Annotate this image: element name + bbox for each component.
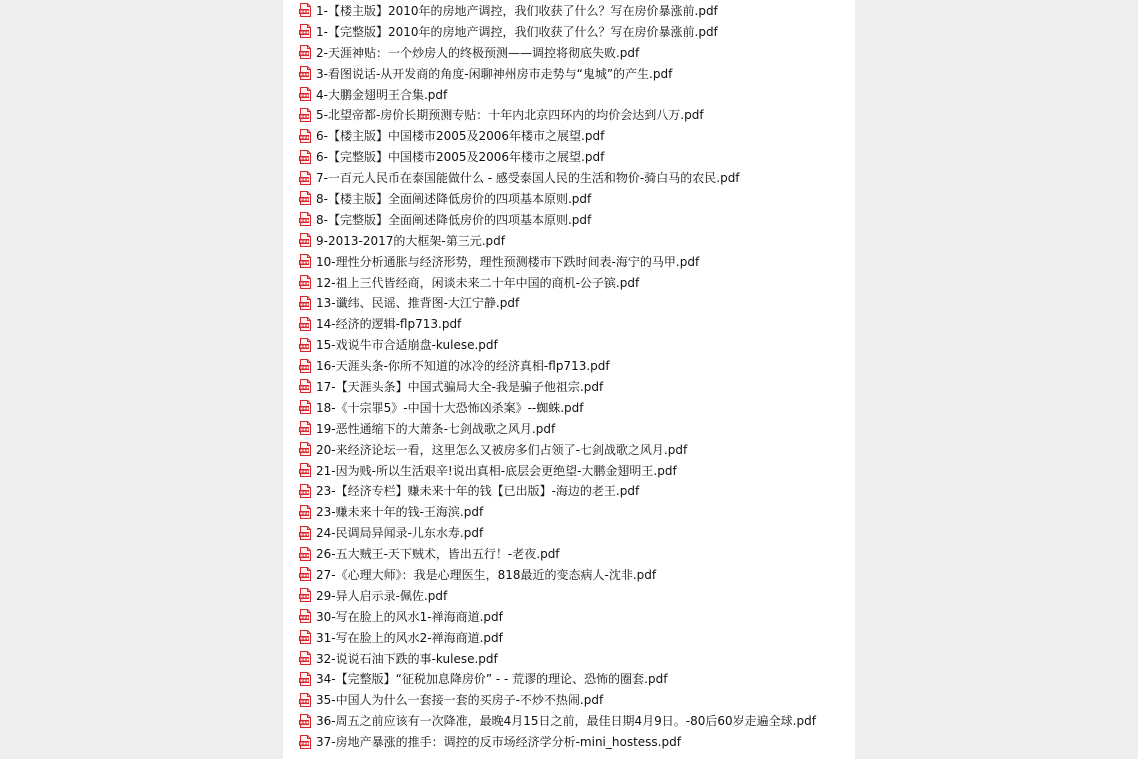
pdf-file-icon [299, 505, 312, 519]
pdf-file-icon [299, 191, 312, 205]
file-list-item[interactable] [299, 710, 816, 731]
file-list-item[interactable] [299, 585, 816, 606]
file-name: 15-戏说牛市合适崩盘-kulese.pdf [316, 338, 498, 353]
file-name: 6-【完整版】中国楼市2005及2006年楼市之展望.pdf [316, 150, 605, 165]
file-name: 14-经济的逻辑-flp713.pdf [316, 317, 462, 332]
file-list-item[interactable] [299, 251, 816, 272]
pdf-file-icon [299, 463, 312, 477]
file-list [299, 0, 816, 752]
pdf-file-icon [299, 651, 312, 665]
file-list-item[interactable] [299, 0, 816, 21]
file-list-item[interactable] [299, 564, 816, 585]
file-name: 37-房地产暴涨的推手：调控的反市场经济学分析-mini_hostess.pdf [316, 735, 681, 750]
file-name: 23-赚未来十年的钱-王海滨.pdf [316, 505, 484, 520]
pdf-file-icon [299, 714, 312, 728]
pdf-file-icon [299, 66, 312, 80]
file-name: 34-【完整版】“征税加息降房价” - - 荒谬的理论、恐怖的圈套.pdf [316, 672, 668, 687]
file-name: 10-理性分析通胀与经济形势，理性预测楼市下跌时间表-海宁的马甲.pdf [316, 254, 700, 269]
file-list-item[interactable] [299, 731, 816, 752]
file-list-item[interactable] [299, 188, 816, 209]
file-list-item[interactable] [299, 376, 816, 397]
file-list-item[interactable] [299, 21, 816, 42]
file-name: 3-看图说话-从开发商的角度-闲聊神州房市走势与“鬼城”的产生.pdf [316, 66, 673, 81]
file-name: 4-大鹏金翅明王合集.pdf [316, 87, 448, 102]
file-name: 20-来经济论坛一看，这里怎么又被房多们占领了-七剑战歌之风月.pdf [316, 442, 688, 457]
file-name: 23-【经济专栏】赚未来十年的钱【已出版】-海边的老王.pdf [316, 484, 640, 499]
file-name: 12-祖上三代皆经商，闲谈未来二十年中国的商机-公子镔.pdf [316, 275, 640, 290]
pdf-file-icon [299, 3, 312, 17]
pdf-file-icon [299, 672, 312, 686]
file-list-item[interactable] [299, 146, 816, 167]
pdf-file-icon [299, 45, 312, 59]
pdf-file-icon [299, 87, 312, 101]
file-list-item[interactable] [299, 230, 816, 251]
document-page [283, 0, 855, 759]
file-list-item[interactable] [299, 669, 816, 690]
pdf-file-icon [299, 421, 312, 435]
file-list-item[interactable] [299, 313, 816, 334]
file-list-item[interactable] [299, 292, 816, 313]
pdf-file-icon [299, 212, 312, 226]
pdf-file-icon [299, 24, 312, 38]
pdf-file-icon [299, 630, 312, 644]
pdf-file-icon [299, 484, 312, 498]
pdf-file-icon [299, 108, 312, 122]
pdf-file-icon [299, 338, 312, 352]
file-list-item[interactable] [299, 125, 816, 146]
file-list-item[interactable] [299, 84, 816, 105]
pdf-file-icon [299, 588, 312, 602]
pdf-file-icon [299, 150, 312, 164]
pdf-file-icon [299, 379, 312, 393]
file-list-item[interactable] [299, 209, 816, 230]
file-list-item[interactable] [299, 543, 816, 564]
file-name: 32-说说石油下跌的事-kulese.pdf [316, 651, 498, 666]
file-name: 16-天涯头条-你所不知道的冰冷的经济真相-flp713.pdf [316, 359, 610, 374]
file-list-item[interactable] [299, 42, 816, 63]
pdf-file-icon [299, 526, 312, 540]
file-name: 9-2013-2017的大框架-第三元.pdf [316, 233, 505, 248]
pdf-file-icon [299, 275, 312, 289]
file-name: 2-天涯神贴：一个炒房人的终极预测——调控将彻底失败.pdf [316, 45, 640, 60]
file-list-item[interactable] [299, 418, 816, 439]
file-name: 5-北望帝都-房价长期预测专贴：十年内北京四环内的均价会达到八万.pdf [316, 108, 704, 123]
pdf-file-icon [299, 233, 312, 247]
file-name: 13-谶纬、民谣、推背图-大江宁静.pdf [316, 296, 520, 311]
file-name: 19-恶性通缩下的大萧条-七剑战歌之风月.pdf [316, 421, 556, 436]
file-list-item[interactable] [299, 480, 816, 501]
file-name: 26-五大贼王-天下贼术，皆出五行！-老夜.pdf [316, 547, 560, 562]
file-name: 24-民调局异闻录-儿东水寿.pdf [316, 526, 484, 541]
file-list-item[interactable] [299, 397, 816, 418]
pdf-file-icon [299, 567, 312, 581]
pdf-file-icon [299, 547, 312, 561]
file-name: 18-《十宗罪5》-中国十大恐怖凶杀案》--蜘蛛.pdf [316, 400, 584, 415]
pdf-file-icon [299, 609, 312, 623]
file-name: 8-【楼主版】全面阐述降低房价的四项基本原则.pdf [316, 191, 592, 206]
file-list-item[interactable] [299, 522, 816, 543]
file-list-item[interactable] [299, 104, 816, 125]
file-list-item[interactable] [299, 648, 816, 669]
file-name: 21-因为贱-所以生活艰辛!说出真相-底层会更绝望-大鹏金翅明王.pdf [316, 463, 677, 478]
file-list-item[interactable] [299, 627, 816, 648]
file-list-item[interactable] [299, 606, 816, 627]
pdf-file-icon [299, 359, 312, 373]
file-name: 7-一百元人民币在泰国能做什么 - 感受泰国人民的生活和物价-骑白马的农民.pdf [316, 171, 740, 186]
file-list-item[interactable] [299, 460, 816, 481]
file-list-item[interactable] [299, 501, 816, 522]
pdf-file-icon [299, 442, 312, 456]
file-list-item[interactable] [299, 272, 816, 293]
file-name: 31-写在脸上的风水2-禅海商道.pdf [316, 630, 503, 645]
file-name: 29-异人启示录-佩佐.pdf [316, 588, 448, 603]
pdf-file-icon [299, 296, 312, 310]
file-name: 30-写在脸上的风水1-禅海商道.pdf [316, 609, 503, 624]
file-name: 36-周五之前应该有一次降准，最晚4月15日之前，最佳日期4月9日。-80后60岁走遍全球.pdf [316, 714, 816, 729]
pdf-file-icon [299, 254, 312, 268]
file-name: 8-【完整版】全面阐述降低房价的四项基本原则.pdf [316, 212, 592, 227]
file-name: 1-【楼主版】2010年的房地产调控，我们收获了什么？写在房价暴涨前.pdf [316, 3, 718, 18]
pdf-file-icon [299, 317, 312, 331]
file-name: 27-《心理大师》：我是心理医生，818最近的变态病人-沈非.pdf [316, 567, 657, 582]
pdf-file-icon [299, 400, 312, 414]
file-list-item[interactable] [299, 167, 816, 188]
file-name: 6-【楼主版】中国楼市2005及2006年楼市之展望.pdf [316, 129, 605, 144]
file-name: 35-中国人为什么一套接一套的买房子-不炒不热闹.pdf [316, 693, 604, 708]
pdf-file-icon [299, 735, 312, 749]
pdf-file-icon [299, 693, 312, 707]
file-list-item[interactable] [299, 63, 816, 84]
file-list-item[interactable] [299, 334, 816, 355]
file-name: 1-【完整版】2010年的房地产调控，我们收获了什么？写在房价暴涨前.pdf [316, 24, 718, 39]
file-list-item[interactable] [299, 355, 816, 376]
pdf-file-icon [299, 129, 312, 143]
file-list-item[interactable] [299, 689, 816, 710]
pdf-file-icon [299, 171, 312, 185]
file-list-item[interactable] [299, 439, 816, 460]
file-name: 17-【天涯头条】中国式骗局大全-我是骗子他祖宗.pdf [316, 379, 604, 394]
